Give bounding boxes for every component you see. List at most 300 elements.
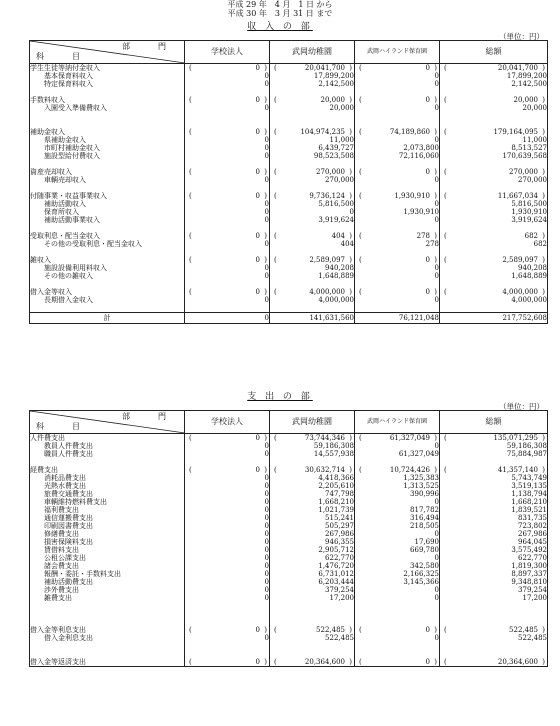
account-label: 諸会費支出 [30, 562, 185, 570]
amount-cell: 0 [355, 264, 440, 272]
expense-row [30, 626, 548, 634]
amount-cell: 278 [355, 240, 440, 248]
amount-cell [185, 248, 270, 256]
amount-cell: 6,203,444 [270, 578, 355, 586]
amount-cell: 0 [185, 176, 270, 184]
account-label: 通信運搬費支出 [30, 514, 185, 522]
amount-cell: 3,575,492 [440, 546, 548, 554]
amount-cell: 3,519,135 [440, 482, 548, 490]
amount-cell: 831,735 [440, 514, 548, 522]
amount-cell: 0 [185, 72, 270, 80]
amount-cell: ( 30,632,714 ) [270, 466, 355, 474]
account-label: 教員人件費支出 [30, 442, 185, 450]
expense-row [30, 458, 548, 466]
account-label: 職員人件費支出 [30, 450, 185, 458]
account-label: 手数料収入 [30, 96, 185, 104]
amount-cell: ( 20,000 ) [440, 96, 548, 104]
amount-cell: ( 0 ) [185, 466, 270, 474]
income-row [30, 208, 548, 216]
account-label: 補助活動事業収入 [30, 216, 185, 224]
amount-cell: 0 [185, 530, 270, 538]
amount-cell: 0 [355, 136, 440, 144]
amount-cell: 61,327,049 [355, 450, 440, 458]
amount-cell: ( 0 ) [355, 96, 440, 104]
amount-cell [270, 160, 355, 168]
amount-cell: 522,485 [270, 634, 355, 642]
amount-cell: 0 [355, 554, 440, 562]
amount-cell: 59,186,308 [270, 442, 355, 450]
amount-cell: 1,648,889 [270, 272, 355, 280]
amount-cell: 267,986 [440, 530, 548, 538]
amount-cell: 0 [185, 498, 270, 506]
amount-cell: 0 [355, 634, 440, 642]
account-label [30, 602, 185, 610]
amount-cell [440, 304, 548, 313]
amount-cell [185, 160, 270, 168]
account-label: 損害保険料支出 [30, 538, 185, 546]
amount-cell: 0 [185, 144, 270, 152]
amount-cell: 0 [185, 506, 270, 514]
expense-row [30, 466, 548, 474]
amount-cell: 59,186,308 [440, 442, 548, 450]
income-unit-label: （単位：円） [499, 32, 544, 41]
amount-cell: 3,919,624 [270, 216, 355, 224]
income-row [30, 152, 548, 160]
income-body [30, 64, 548, 324]
corner-bottom-label: 科 目 [36, 52, 90, 61]
account-label: 雑収入 [30, 256, 185, 264]
amount-cell [440, 642, 548, 650]
corner-top-label: 部 門 [122, 412, 176, 421]
amount-cell: 11,000 [270, 136, 355, 144]
amount-cell: 0 [355, 594, 440, 602]
amount-cell [355, 602, 440, 610]
amount-cell [185, 224, 270, 232]
account-label: 県補助金収入 [30, 136, 185, 144]
income-row [30, 80, 548, 88]
amount-cell: 75,884,987 [440, 450, 548, 458]
amount-cell [440, 610, 548, 618]
amount-cell [355, 160, 440, 168]
account-label: 消耗品費支出 [30, 474, 185, 482]
amount-cell: ( 0 ) [185, 64, 270, 73]
income-row [30, 72, 548, 80]
amount-cell [270, 602, 355, 610]
account-label: 雑費支出 [30, 594, 185, 602]
amount-cell [440, 160, 548, 168]
amount-cell: 940,208 [440, 264, 548, 272]
income-row [30, 232, 548, 240]
amount-cell: 0 [185, 522, 270, 530]
amount-cell: 267,986 [270, 530, 355, 538]
account-label: その他の受取利息・配当金収入 [30, 240, 185, 248]
expense-body [30, 434, 548, 667]
income-row [30, 128, 548, 136]
corner-header [30, 411, 185, 434]
expense-row [30, 514, 548, 522]
amount-cell: ( 41,357,140 ) [440, 466, 548, 474]
amount-cell: ( 9,736,124 ) [270, 192, 355, 200]
amount-cell [440, 458, 548, 466]
amount-cell: 379,254 [440, 586, 548, 594]
amount-cell: 5,816,500 [270, 200, 355, 208]
amount-cell: 0 [185, 208, 270, 216]
account-label: 賃借料支出 [30, 546, 185, 554]
amount-cell: 2,073,800 [355, 144, 440, 152]
account-label [30, 224, 185, 232]
income-row [30, 176, 548, 184]
period-line-1: 平成 29 年 4 月 1 日 から [227, 0, 333, 9]
income-total-row [30, 313, 548, 324]
income-row [30, 216, 548, 224]
account-label [30, 610, 185, 618]
amount-cell: ( 20,364,600 ) [270, 658, 355, 667]
amount-cell [355, 88, 440, 96]
amount-cell: 72,116,060 [355, 152, 440, 160]
amount-cell: 505,297 [270, 522, 355, 530]
amount-cell [355, 248, 440, 256]
account-label: 施設設備利用料収入 [30, 264, 185, 272]
amount-cell: 0 [185, 80, 270, 88]
account-label: 特定保育料収入 [30, 80, 185, 88]
account-label [30, 304, 185, 313]
expense-row [30, 530, 548, 538]
account-label: 入園受入準備費収入 [30, 104, 185, 112]
amount-cell: 0 [355, 200, 440, 208]
amount-cell: 0 [355, 176, 440, 184]
account-label: 補助金収入 [30, 128, 185, 136]
amount-cell: 0 [355, 272, 440, 280]
amount-cell [185, 602, 270, 610]
amount-cell: 0 [355, 530, 440, 538]
amount-cell: ( 522,485 ) [270, 626, 355, 634]
account-label: 保育所収入 [30, 208, 185, 216]
amount-cell: 0 [185, 634, 270, 642]
amount-cell: 270,000 [270, 176, 355, 184]
expense-row [30, 594, 548, 602]
account-label [30, 88, 185, 96]
amount-cell: 0 [185, 104, 270, 112]
amount-cell: ( 0 ) [355, 168, 440, 176]
account-label: 報酬・委託・手数料支出 [30, 570, 185, 578]
amount-cell: 622,770 [440, 554, 548, 562]
amount-cell [355, 112, 440, 120]
income-row [30, 160, 548, 168]
amount-cell [355, 642, 440, 650]
amount-cell [270, 458, 355, 466]
amount-cell: 170,639,568 [440, 152, 548, 160]
amount-cell: 1,476,720 [270, 562, 355, 570]
expense-row [30, 650, 548, 658]
income-row [30, 192, 548, 200]
amount-cell: 0 [355, 296, 440, 304]
amount-cell: ( 270,000 ) [270, 168, 355, 176]
amount-cell: 0 [185, 514, 270, 522]
account-label [30, 650, 185, 658]
income-row [30, 304, 548, 313]
account-label: 付随事業・収益事業収入 [30, 192, 185, 200]
amount-cell: ( 2,589,097 ) [270, 256, 355, 264]
amount-cell [185, 280, 270, 288]
amount-cell: 0 [185, 272, 270, 280]
income-row [30, 272, 548, 280]
amount-cell [440, 224, 548, 232]
account-label: 人件費支出 [30, 434, 185, 443]
amount-cell: 522,485 [440, 634, 548, 642]
amount-cell [270, 248, 355, 256]
expense-row [30, 642, 548, 650]
account-label: 市町村補助金収入 [30, 144, 185, 152]
amount-cell: ( 74,189,860 ) [355, 128, 440, 136]
amount-cell: 669,780 [355, 546, 440, 554]
amount-cell: ( 0 ) [185, 192, 270, 200]
amount-cell [270, 224, 355, 232]
amount-cell: 0 [185, 152, 270, 160]
amount-cell: ( 0 ) [185, 434, 270, 443]
account-label: 資産売却収入 [30, 168, 185, 176]
amount-cell: 2,905,712 [270, 546, 355, 554]
amount-cell [355, 610, 440, 618]
amount-cell: 218,505 [355, 522, 440, 530]
amount-cell [270, 642, 355, 650]
total-label: 計 [30, 313, 185, 324]
amount-cell: 0 [185, 490, 270, 498]
expense-row [30, 658, 548, 667]
amount-cell: 0 [185, 442, 270, 450]
amount-cell: 1,648,889 [440, 272, 548, 280]
col-header-kindergarten: 武岡幼稚園 [270, 41, 355, 64]
amount-cell: 3,919,624 [440, 216, 548, 224]
amount-cell [355, 618, 440, 626]
amount-cell: 17,200 [270, 594, 355, 602]
account-label [30, 280, 185, 288]
amount-cell: 2,205,610 [270, 482, 355, 490]
amount-cell [440, 602, 548, 610]
amount-cell: 1,021,739 [270, 506, 355, 514]
amount-cell: ( 0 ) [185, 626, 270, 634]
amount-cell [355, 120, 440, 128]
income-row [30, 200, 548, 208]
amount-cell: 0 [185, 136, 270, 144]
amount-cell: 0 [355, 72, 440, 80]
account-label: 公租公課支出 [30, 554, 185, 562]
account-label [30, 120, 185, 128]
amount-cell [185, 618, 270, 626]
amount-cell: ( 20,364,600 ) [440, 658, 548, 667]
expense-row [30, 482, 548, 490]
amount-cell: ( 0 ) [355, 64, 440, 73]
amount-cell: 964,045 [440, 538, 548, 546]
amount-cell: 98,523,508 [270, 152, 355, 160]
amount-cell: 4,000,000 [440, 296, 548, 304]
col-header-nursery: 武岡ハイランド保育園 [355, 41, 440, 64]
corner-top-label: 部 門 [122, 42, 176, 51]
amount-cell: ( 11,667,034 ) [440, 192, 548, 200]
amount-cell: ( 0 ) [185, 96, 270, 104]
account-label: 印刷図書費支出 [30, 522, 185, 530]
expense-row [30, 474, 548, 482]
amount-cell: 940,208 [270, 264, 355, 272]
amount-cell [185, 610, 270, 618]
expense-row [30, 562, 548, 570]
amount-cell: ( 0 ) [355, 256, 440, 264]
amount-cell: ( 0 ) [355, 626, 440, 634]
amount-cell [355, 280, 440, 288]
amount-cell: 0 [185, 554, 270, 562]
account-label: 受取利息・配当金収入 [30, 232, 185, 240]
expense-row [30, 434, 548, 443]
amount-cell [270, 610, 355, 618]
amount-cell: ( 0 ) [185, 288, 270, 296]
income-row [30, 88, 548, 96]
amount-cell: 1,930,910 [440, 208, 548, 216]
amount-cell: 0 [185, 538, 270, 546]
amount-cell: 14,557,938 [270, 450, 355, 458]
amount-cell: 5,743,749 [440, 474, 548, 482]
account-label: 光熱水費支出 [30, 482, 185, 490]
amount-cell: 8,897,337 [440, 570, 548, 578]
account-label: 車輌売却収入 [30, 176, 185, 184]
amount-cell: ( 61,327,049 ) [355, 434, 440, 443]
amount-cell: 270,000 [440, 176, 548, 184]
amount-cell: ( 4,000,000 ) [270, 288, 355, 296]
amount-cell [270, 650, 355, 658]
expense-row [30, 554, 548, 562]
amount-cell [440, 184, 548, 192]
amount-cell: 3,145,366 [355, 578, 440, 586]
income-row [30, 280, 548, 288]
amount-cell: 0 [270, 208, 355, 216]
amount-cell: ( 10,724,426 ) [355, 466, 440, 474]
account-label [30, 112, 185, 120]
amount-cell [440, 618, 548, 626]
amount-cell: 0 [185, 546, 270, 554]
amount-cell: 17,899,200 [440, 72, 548, 80]
income-row [30, 264, 548, 272]
account-label [30, 248, 185, 256]
account-label: その他の雑収入 [30, 272, 185, 280]
income-row [30, 256, 548, 264]
amount-cell: ( 135,071,295 ) [440, 434, 548, 443]
amount-cell [270, 88, 355, 96]
amount-cell: 342,580 [355, 562, 440, 570]
amount-cell [270, 184, 355, 192]
account-label: 借入金利息支出 [30, 634, 185, 642]
amount-cell: ( 1,930,910 ) [355, 192, 440, 200]
account-label: 補助活動費支出 [30, 578, 185, 586]
amount-cell: 0 [185, 296, 270, 304]
amount-cell: 723,802 [440, 522, 548, 530]
total-amount-cell: 217,752,608 [440, 313, 548, 324]
amount-cell [185, 120, 270, 128]
amount-cell [440, 120, 548, 128]
amount-cell: ( 179,164,095 ) [440, 128, 548, 136]
amount-cell: ( 0 ) [185, 232, 270, 240]
expense-row [30, 546, 548, 554]
expense-row [30, 578, 548, 586]
amount-cell [440, 88, 548, 96]
income-row [30, 288, 548, 296]
col-header-total: 総額 [440, 411, 548, 434]
amount-cell: 9,348,810 [440, 578, 548, 586]
income-row [30, 240, 548, 248]
income-row [30, 224, 548, 232]
expense-row [30, 602, 548, 610]
amount-cell: 1,313,525 [355, 482, 440, 490]
amount-cell: 682 [440, 240, 548, 248]
amount-cell [270, 120, 355, 128]
account-label: 借入金等利息支出 [30, 626, 185, 634]
amount-cell: 2,166,325 [355, 570, 440, 578]
account-label [30, 184, 185, 192]
amount-cell [185, 112, 270, 120]
amount-cell: 0 [185, 562, 270, 570]
expense-row [30, 618, 548, 626]
amount-cell [355, 650, 440, 658]
amount-cell [440, 248, 548, 256]
amount-cell: 0 [185, 216, 270, 224]
amount-cell [185, 642, 270, 650]
account-label: 車輌維持燃料費支出 [30, 498, 185, 506]
expense-table [29, 410, 548, 667]
amount-cell: 0 [355, 216, 440, 224]
amount-cell [355, 224, 440, 232]
total-amount-cell: 0 [185, 313, 270, 324]
expense-row [30, 610, 548, 618]
amount-cell: 6,439,727 [270, 144, 355, 152]
amount-cell [355, 458, 440, 466]
amount-cell: 0 [185, 264, 270, 272]
income-row [30, 168, 548, 176]
amount-cell: 20,000 [440, 104, 548, 112]
account-label: 補助活動収入 [30, 200, 185, 208]
amount-cell: 0 [185, 482, 270, 490]
expense-row [30, 498, 548, 506]
income-row [30, 96, 548, 104]
amount-cell: 0 [185, 200, 270, 208]
amount-cell: ( 0 ) [185, 658, 270, 667]
amount-cell: ( 682 ) [440, 232, 548, 240]
col-header-school: 学校法人 [185, 41, 270, 64]
account-label: 長期借入金収入 [30, 296, 185, 304]
period-line-2: 平成 30 年 3 月 31 日 まで [227, 9, 333, 18]
amount-cell: 0 [355, 80, 440, 88]
account-label: 施設型給付費収入 [30, 152, 185, 160]
amount-cell: ( 4,000,000 ) [440, 288, 548, 296]
amount-cell [185, 88, 270, 96]
amount-cell: 11,000 [440, 136, 548, 144]
amount-cell: 17,899,200 [270, 72, 355, 80]
total-amount-cell: 141,631,560 [270, 313, 355, 324]
account-label [30, 618, 185, 626]
amount-cell: 515,241 [270, 514, 355, 522]
amount-cell: ( 20,041,700 ) [440, 64, 548, 73]
amount-cell: 20,000 [270, 104, 355, 112]
col-header-kindergarten: 武岡幼稚園 [270, 411, 355, 434]
amount-cell: 0 [185, 594, 270, 602]
amount-cell: 1,325,383 [355, 474, 440, 482]
income-row [30, 64, 548, 73]
account-label: 基本保育料収入 [30, 72, 185, 80]
income-row [30, 184, 548, 192]
amount-cell: ( 278 ) [355, 232, 440, 240]
amount-cell: 0 [185, 474, 270, 482]
amount-cell: 17,690 [355, 538, 440, 546]
expense-header-row [30, 411, 548, 434]
amount-cell: 1,668,210 [270, 498, 355, 506]
amount-cell: 2,142,500 [270, 80, 355, 88]
amount-cell: 946,355 [270, 538, 355, 546]
